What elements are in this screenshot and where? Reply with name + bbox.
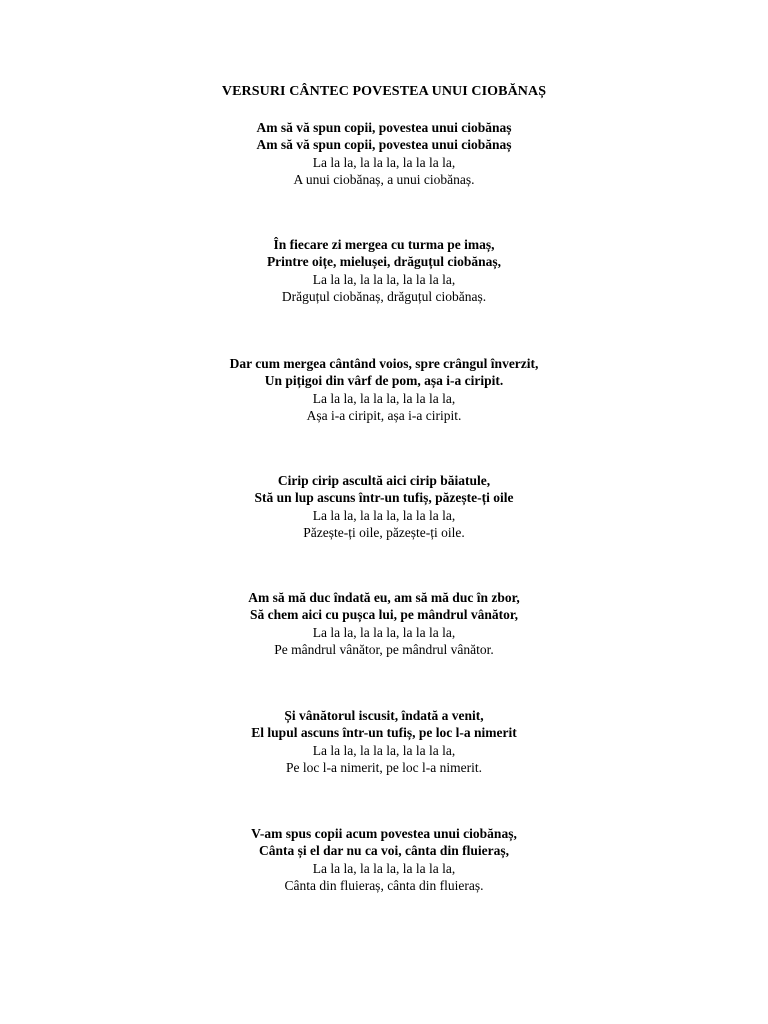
- song-title: VERSURI CÂNTEC POVESTEA UNUI CIOBĂNAȘ: [221, 84, 547, 99]
- stanza-4-line-2: Stă un lup ascuns într-un tufiș, păzește-ți oile: [254, 490, 514, 506]
- stanza-1-line-1: Am să vă spun copii, povestea unui ciobănaș: [256, 120, 512, 135]
- stanza-2-line-1: În fiecare zi mergea cu turma pe imaș,: [273, 237, 495, 252]
- stanza-3-line-2: Un pițigoi din vârf de pom, așa i-a ciripit.: [264, 373, 504, 389]
- stanza-2-refrain: La la la, la la la, la la la la,: [312, 271, 456, 287]
- stanza-3-line-1: Dar cum mergea cântând voios, spre crângul înverzit,: [229, 356, 539, 371]
- stanza-5-line-4: Pe mândrul vânător, pe mândrul vânător.: [274, 642, 494, 658]
- stanza-1-line-4: A unui ciobănaș, a unui ciobănaș.: [293, 172, 475, 188]
- stanza-7: [0, 825, 768, 895]
- stanza-4-line-4: Păzește-ți oile, păzește-ți oile.: [303, 525, 465, 541]
- stanza-7-line-4: Cânta din fluieraș, cânta din fluieraș.: [284, 878, 484, 894]
- stanza-6-refrain: La la la, la la la, la la la la,: [312, 742, 456, 758]
- stanza-1-refrain: La la la, la la la, la la la la,: [312, 154, 456, 170]
- stanza-7-refrain: La la la, la la la, la la la la,: [312, 860, 456, 876]
- stanza-6-line-2: El lupul ascuns într-un tufiș, pe loc l-a nimerit: [251, 725, 517, 741]
- stanza-5-line-2: Să chem aici cu pușca lui, pe mândrul vânător,: [249, 607, 519, 623]
- stanza-3-line-4: Așa i-a ciripit, așa i-a ciripit.: [306, 408, 462, 424]
- stanza-4: [0, 472, 768, 542]
- stanza-7-line-1: V-am spus copii acum povestea unui ciobănaș,: [251, 826, 517, 841]
- stanza-2-line-4: Drăguțul ciobănaș, drăguțul ciobănaș.: [281, 289, 487, 305]
- stanza-6-line-1: Și vânătorul iscusit, îndată a venit,: [284, 708, 484, 723]
- stanza-2-line-2: Printre oițe, mielușei, drăguțul ciobănaș,: [266, 254, 502, 270]
- stanza-1: [0, 119, 768, 189]
- stanza-6: [0, 707, 768, 777]
- stanza-7-line-2: Cânta și el dar nu ca voi, cânta din fluieraș,: [259, 843, 509, 859]
- stanza-4-line-1: Cirip cirip ascultă aici cirip băiatule,: [277, 473, 491, 488]
- stanza-3-refrain: La la la, la la la, la la la la,: [312, 390, 456, 406]
- stanza-1-line-2: Am să vă spun copii, povestea unui ciobănaș: [256, 137, 512, 153]
- stanza-5-refrain: La la la, la la la, la la la la,: [312, 624, 456, 640]
- stanza-5: [0, 589, 768, 659]
- stanza-5-line-1: Am să mă duc îndată eu, am să mă duc în zbor,: [248, 590, 520, 605]
- stanza-6-line-4: Pe loc l-a nimerit, pe loc l-a nimerit.: [285, 760, 483, 776]
- stanza-2: [0, 236, 768, 306]
- stanza-4-refrain: La la la, la la la, la la la la,: [312, 507, 456, 523]
- stanza-3: [0, 355, 768, 425]
